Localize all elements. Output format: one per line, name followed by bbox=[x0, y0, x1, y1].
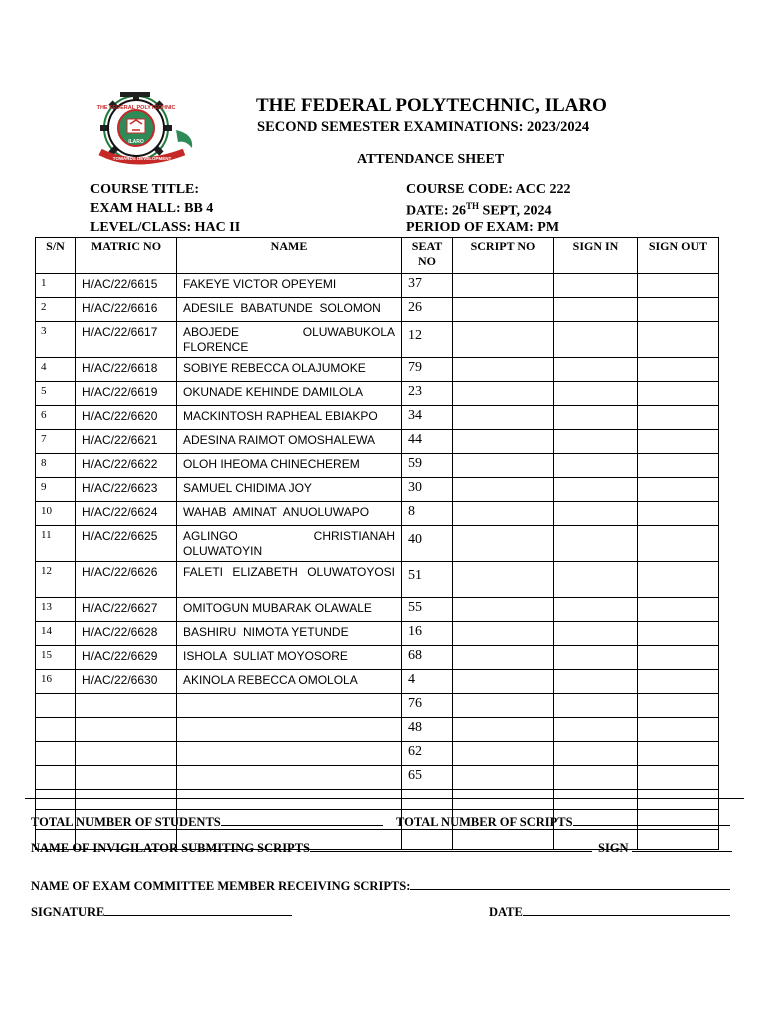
cell-sn: 1 bbox=[36, 274, 76, 298]
cell-script[interactable] bbox=[453, 562, 554, 598]
cell-name bbox=[177, 742, 402, 766]
cell-seat: 59 bbox=[402, 454, 453, 478]
cell-matric: H/AC/22/6619 bbox=[76, 382, 177, 406]
cell-script[interactable] bbox=[453, 298, 554, 322]
cell-script[interactable] bbox=[453, 622, 554, 646]
cell-matric bbox=[76, 766, 177, 790]
cell-seat: 55 bbox=[402, 598, 453, 622]
cell-sn: 9 bbox=[36, 478, 76, 502]
cell-script[interactable] bbox=[453, 790, 554, 810]
date-field[interactable] bbox=[523, 903, 730, 916]
cell-sn: 10 bbox=[36, 502, 76, 526]
cell-name: WAHAB AMINAT ANUOLUWAPO bbox=[177, 502, 402, 526]
exam-date bbox=[406, 201, 552, 220]
date-label: DATE bbox=[489, 905, 523, 919]
table-row bbox=[36, 382, 719, 406]
header-seat bbox=[402, 238, 453, 274]
table-row bbox=[36, 670, 719, 694]
total-students-label: TOTAL NUMBER OF STUDENTS bbox=[31, 815, 221, 829]
cell-script[interactable] bbox=[453, 646, 554, 670]
cell-sn bbox=[36, 790, 76, 810]
cell-seat: 16 bbox=[402, 622, 453, 646]
logo-top-text: THE FEDERAL POLYTECHNIC bbox=[96, 105, 176, 111]
date-prefix: DATE: 26 bbox=[406, 203, 467, 219]
cell-sign-in[interactable] bbox=[554, 562, 638, 598]
exam-period: PERIOD OF EXAM: PM bbox=[406, 220, 560, 235]
total-students-line bbox=[31, 813, 383, 830]
cell-seat: 8 bbox=[402, 502, 453, 526]
cell-sn bbox=[36, 718, 76, 742]
cell-sign-in[interactable] bbox=[554, 298, 638, 322]
cell-name: AKINOLA REBECCA OMOLOLA bbox=[177, 670, 402, 694]
header-sign-out: SIGN OUT bbox=[638, 238, 719, 274]
cell-seat: 37 bbox=[402, 274, 453, 298]
sign-line bbox=[598, 839, 732, 856]
cell-matric: H/AC/22/6625 bbox=[76, 526, 177, 562]
header-seat-line2: NO bbox=[418, 254, 436, 268]
cell-sign-out[interactable] bbox=[638, 322, 719, 358]
signature-field[interactable] bbox=[104, 903, 292, 916]
cell-sign-in[interactable] bbox=[554, 646, 638, 670]
cell-sign-out[interactable] bbox=[638, 790, 719, 810]
cell-name: FALETI ELIZABETH OLUWATOYOSI bbox=[177, 562, 402, 598]
table-row bbox=[36, 502, 719, 526]
cell-sign-out[interactable] bbox=[638, 430, 719, 454]
cell-matric: H/AC/22/6621 bbox=[76, 430, 177, 454]
cell-seat: 51 bbox=[402, 562, 453, 598]
table-row bbox=[36, 526, 719, 562]
cell-sn bbox=[36, 694, 76, 718]
table-row bbox=[36, 622, 719, 646]
cell-sign-in[interactable] bbox=[554, 274, 638, 298]
header-sign-in: SIGN IN bbox=[554, 238, 638, 274]
cell-script[interactable] bbox=[453, 430, 554, 454]
cell-sign-out[interactable] bbox=[638, 622, 719, 646]
cell-sign-in[interactable] bbox=[554, 406, 638, 430]
cell-name: ISHOLA SULIAT MOYOSORE bbox=[177, 646, 402, 670]
cell-name: MACKINTOSH RAPHEAL EBIAKPO bbox=[177, 406, 402, 430]
sign-label: SIGN bbox=[598, 841, 629, 855]
cell-name bbox=[177, 790, 402, 810]
cell-sign-out[interactable] bbox=[638, 274, 719, 298]
cell-sign-in[interactable] bbox=[554, 526, 638, 562]
cell-script[interactable] bbox=[453, 694, 554, 718]
cell-sn: 13 bbox=[36, 598, 76, 622]
committee-field[interactable] bbox=[410, 877, 730, 890]
cell-name: SAMUEL CHIDIMA JOY bbox=[177, 478, 402, 502]
cell-sign-in[interactable] bbox=[554, 790, 638, 810]
table-row bbox=[36, 406, 719, 430]
total-scripts-line bbox=[396, 813, 730, 830]
cell-matric: H/AC/22/6630 bbox=[76, 670, 177, 694]
cell-name: ADESILE BABATUNDE SOLOMON bbox=[177, 298, 402, 322]
cell-sign-out[interactable] bbox=[638, 646, 719, 670]
cell-seat: 12 bbox=[402, 322, 453, 358]
cell-seat: 23 bbox=[402, 382, 453, 406]
table-header-row bbox=[36, 238, 719, 274]
cell-sn: 15 bbox=[36, 646, 76, 670]
institution-title: THE FEDERAL POLYTECHNIC, ILARO bbox=[256, 95, 607, 116]
cell-sn: 5 bbox=[36, 382, 76, 406]
cell-name bbox=[177, 766, 402, 790]
committee-label: NAME OF EXAM COMMITTEE MEMBER RECEIVING SCRIPTS: bbox=[31, 879, 411, 893]
cell-matric: H/AC/22/6618 bbox=[76, 358, 177, 382]
cell-matric: H/AC/22/6622 bbox=[76, 454, 177, 478]
cell-seat: 40 bbox=[402, 526, 453, 562]
cell-sign-out[interactable] bbox=[638, 766, 719, 790]
cell-matric: H/AC/22/6629 bbox=[76, 646, 177, 670]
cell-name bbox=[177, 694, 402, 718]
attendance-table bbox=[35, 237, 719, 850]
sheet-title: ATTENDANCE SHEET bbox=[357, 152, 505, 167]
cell-sign-out[interactable] bbox=[638, 298, 719, 322]
committee-line bbox=[31, 877, 730, 894]
cell-sign-out[interactable] bbox=[638, 718, 719, 742]
cell-sign-in[interactable] bbox=[554, 766, 638, 790]
cell-sign-in[interactable] bbox=[554, 322, 638, 358]
signature-label: SIGNATURE bbox=[31, 905, 105, 919]
cell-matric: H/AC/22/6617 bbox=[76, 322, 177, 358]
date-suffix: SEPT, 2024 bbox=[479, 203, 552, 219]
cell-matric bbox=[76, 742, 177, 766]
cell-sign-out[interactable] bbox=[638, 382, 719, 406]
exam-hall: EXAM HALL: BB 4 bbox=[90, 201, 214, 216]
cell-sign-in[interactable] bbox=[554, 742, 638, 766]
table-row bbox=[36, 598, 719, 622]
cell-sign-out[interactable] bbox=[638, 598, 719, 622]
cell-sign-in[interactable] bbox=[554, 358, 638, 382]
cell-sign-in[interactable] bbox=[554, 598, 638, 622]
header-script: SCRIPT NO bbox=[453, 238, 554, 274]
date-superscript: TH bbox=[466, 201, 480, 211]
table-row bbox=[36, 454, 719, 478]
cell-seat bbox=[402, 790, 453, 810]
cell-script[interactable] bbox=[453, 502, 554, 526]
cell-matric bbox=[76, 694, 177, 718]
table-row bbox=[36, 694, 719, 718]
cell-sn: 12 bbox=[36, 562, 76, 598]
cell-name: BASHIRU NIMOTA YETUNDE bbox=[177, 622, 402, 646]
table-row bbox=[36, 766, 719, 790]
total-scripts-label: TOTAL NUMBER OF SCRIPTS bbox=[396, 815, 573, 829]
cell-sign-in[interactable] bbox=[554, 430, 638, 454]
header-matric: MATRIC NO bbox=[76, 238, 177, 274]
cell-matric: H/AC/22/6615 bbox=[76, 274, 177, 298]
cell-script[interactable] bbox=[453, 322, 554, 358]
cell-name: ABOJEDE OLUWABUKOLA FLORENCE bbox=[177, 322, 402, 358]
cell-name: ADESINA RAIMOT OMOSHALEWA bbox=[177, 430, 402, 454]
polytechnic-logo bbox=[92, 90, 204, 166]
cell-matric: H/AC/22/6623 bbox=[76, 478, 177, 502]
cell-sn: 16 bbox=[36, 670, 76, 694]
table-row bbox=[36, 298, 719, 322]
cell-sn: 2 bbox=[36, 298, 76, 322]
table-row bbox=[36, 646, 719, 670]
exam-title: SECOND SEMESTER EXAMINATIONS: 2023/2024 bbox=[257, 119, 590, 135]
cell-matric bbox=[76, 790, 177, 810]
cell-sign-in[interactable] bbox=[554, 502, 638, 526]
cell-sign-in[interactable] bbox=[554, 694, 638, 718]
signature-line bbox=[31, 903, 292, 920]
cell-sn bbox=[36, 766, 76, 790]
cell-name: FAKEYE VICTOR OPEYEMI bbox=[177, 274, 402, 298]
cell-seat: 68 bbox=[402, 646, 453, 670]
cell-script[interactable] bbox=[453, 670, 554, 694]
cell-sign-in[interactable] bbox=[554, 718, 638, 742]
cell-sign-out[interactable] bbox=[638, 406, 719, 430]
cell-matric: H/AC/22/6628 bbox=[76, 622, 177, 646]
cell-seat: 48 bbox=[402, 718, 453, 742]
total-scripts-field[interactable] bbox=[573, 813, 730, 826]
cell-script[interactable] bbox=[453, 274, 554, 298]
cell-seat: 76 bbox=[402, 694, 453, 718]
cell-sign-in[interactable] bbox=[554, 670, 638, 694]
cell-seat: 30 bbox=[402, 478, 453, 502]
cell-script[interactable] bbox=[453, 526, 554, 562]
cell-sign-out[interactable] bbox=[638, 562, 719, 598]
level-class: LEVEL/CLASS: HAC II bbox=[90, 220, 241, 235]
table-row bbox=[36, 358, 719, 382]
cell-matric: H/AC/22/6624 bbox=[76, 502, 177, 526]
cell-name: OKUNADE KEHINDE DAMILOLA bbox=[177, 382, 402, 406]
cell-sn: 11 bbox=[36, 526, 76, 562]
total-students-field[interactable] bbox=[221, 813, 383, 826]
cell-sn: 3 bbox=[36, 322, 76, 358]
table-row bbox=[36, 430, 719, 454]
cell-seat: 65 bbox=[402, 766, 453, 790]
cell-name bbox=[177, 718, 402, 742]
cell-seat: 4 bbox=[402, 670, 453, 694]
cell-sn: 7 bbox=[36, 430, 76, 454]
cell-sign-out[interactable] bbox=[638, 502, 719, 526]
cell-sign-out[interactable] bbox=[638, 742, 719, 766]
cell-script[interactable] bbox=[453, 382, 554, 406]
cell-sn: 8 bbox=[36, 454, 76, 478]
cell-matric bbox=[76, 718, 177, 742]
date-line bbox=[489, 903, 730, 920]
table-row bbox=[36, 274, 719, 298]
table-row bbox=[36, 790, 719, 810]
header-seat-line1: SEAT bbox=[411, 239, 443, 253]
table-row bbox=[36, 322, 719, 358]
cell-matric: H/AC/22/6626 bbox=[76, 562, 177, 598]
cell-script[interactable] bbox=[453, 598, 554, 622]
course-title: COURSE TITLE: bbox=[90, 182, 200, 197]
cell-sign-out[interactable] bbox=[638, 358, 719, 382]
cell-sign-out[interactable] bbox=[638, 526, 719, 562]
cell-sign-out[interactable] bbox=[638, 478, 719, 502]
footer-divider bbox=[25, 798, 744, 799]
cell-sign-in[interactable] bbox=[554, 478, 638, 502]
cell-sn: 14 bbox=[36, 622, 76, 646]
cell-name: OMITOGUN MUBARAK OLAWALE bbox=[177, 598, 402, 622]
cell-sign-out[interactable] bbox=[638, 454, 719, 478]
logo-center-text: ILARO bbox=[128, 139, 144, 145]
cell-matric: H/AC/22/6620 bbox=[76, 406, 177, 430]
cell-matric: H/AC/22/6627 bbox=[76, 598, 177, 622]
cell-seat: 44 bbox=[402, 430, 453, 454]
cell-name: SOBIYE REBECCA OLAJUMOKE bbox=[177, 358, 402, 382]
cell-sn: 4 bbox=[36, 358, 76, 382]
table-row bbox=[36, 742, 719, 766]
invigilator-line bbox=[31, 839, 592, 856]
cell-matric: H/AC/22/6616 bbox=[76, 298, 177, 322]
cell-sign-in[interactable] bbox=[554, 382, 638, 406]
cell-seat: 26 bbox=[402, 298, 453, 322]
table-row bbox=[36, 478, 719, 502]
header-name: NAME bbox=[177, 238, 402, 274]
cell-sign-in[interactable] bbox=[554, 622, 638, 646]
cell-seat: 34 bbox=[402, 406, 453, 430]
cell-script[interactable] bbox=[453, 742, 554, 766]
logo-motto: TOWARDS DEVELOPMENT bbox=[112, 156, 172, 161]
cell-name: OLOH IHEOMA CHINECHEREM bbox=[177, 454, 402, 478]
header-sn: S/N bbox=[36, 238, 76, 274]
cell-sn: 6 bbox=[36, 406, 76, 430]
cell-seat: 79 bbox=[402, 358, 453, 382]
cell-script[interactable] bbox=[453, 718, 554, 742]
invigilator-field[interactable] bbox=[310, 839, 592, 852]
cell-script[interactable] bbox=[453, 478, 554, 502]
cell-script[interactable] bbox=[453, 766, 554, 790]
cell-sign-in[interactable] bbox=[554, 454, 638, 478]
cell-seat: 62 bbox=[402, 742, 453, 766]
invigilator-label: NAME OF INVIGILATOR SUBMITING SCRIPTS bbox=[31, 841, 310, 855]
course-code: COURSE CODE: ACC 222 bbox=[406, 182, 571, 197]
cell-script[interactable] bbox=[453, 358, 554, 382]
cell-script[interactable] bbox=[453, 406, 554, 430]
table-row bbox=[36, 562, 719, 598]
table-row bbox=[36, 718, 719, 742]
cell-script[interactable] bbox=[453, 454, 554, 478]
cell-sign-out[interactable] bbox=[638, 670, 719, 694]
cell-sign-out[interactable] bbox=[638, 694, 719, 718]
cell-name: AGLINGO CHRISTIANAH OLUWATOYIN bbox=[177, 526, 402, 562]
cell-sn bbox=[36, 742, 76, 766]
sign-field[interactable] bbox=[632, 839, 732, 852]
